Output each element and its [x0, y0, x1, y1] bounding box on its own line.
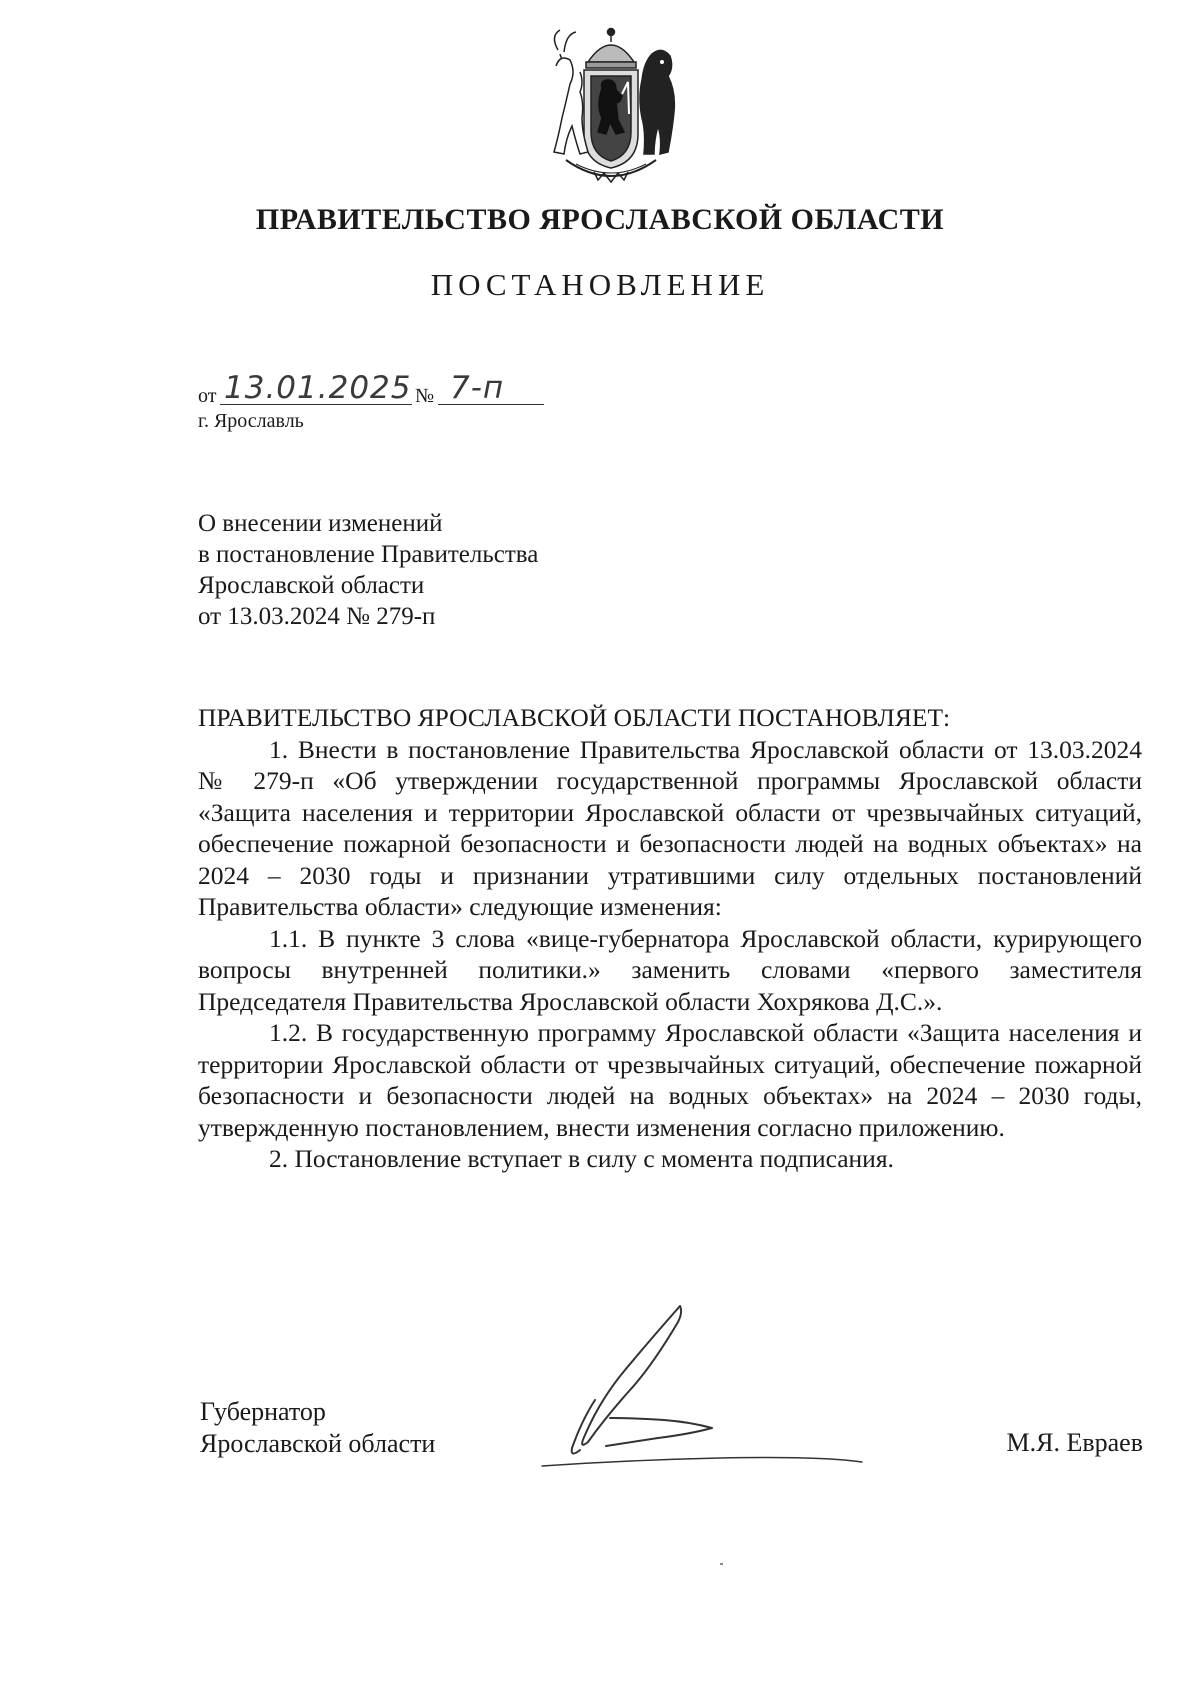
handwritten-date: 13.01.2025	[224, 370, 412, 406]
document-subject	[198, 508, 538, 632]
signatory-name: М.Я. Евраев	[1006, 1428, 1143, 1457]
preamble: ПРАВИТЕЛЬСТВО ЯРОСЛАВСКОЙ ОБЛАСТИ ПОСТАНОВЛЯЕТ:	[198, 703, 951, 732]
position-line: Губернатор	[200, 1397, 326, 1426]
date-number-line	[198, 368, 558, 408]
paragraph-1: 1. Внести в постановление Правительства Ярославской области от 13.03.2024 № 279-п «Об утверждении государственной программы Ярославской области «Защита населения и территории Ярославской области от чрезвычайных ситуаций, обеспечение пожарной безопасности и безопасности людей на водных объектах» на 2024 – 2030 годы и признании утратившими силу отдельных постановлений Правительства области» следующие изменения:	[198, 734, 1142, 921]
subject-line: Ярославской области	[198, 572, 425, 599]
position-line: Ярославской области	[200, 1429, 436, 1458]
government-title: ПРАВИТЕЛЬСТВО ЯРОСЛАВСКОЙ ОБЛАСТИ	[255, 203, 945, 236]
handwritten-signature	[540, 1300, 940, 1470]
handwritten-number: 7-п	[450, 370, 505, 406]
from-label: от	[198, 385, 217, 407]
signatory-position	[200, 1396, 435, 1460]
city: г. Ярославль	[198, 410, 304, 432]
subject-line: от 13.03.2024 № 279-п	[198, 603, 436, 630]
number-label: №	[415, 385, 435, 407]
subject-line: О внесении изменений	[198, 510, 443, 537]
paragraph-2: 2. Постановление вступает в силу с момента подписания.	[269, 1144, 894, 1173]
subject-line: в постановление Правительства	[198, 541, 539, 568]
paragraph-1-2: 1.2. В государственную программу Ярославской области «Защита населения и территории Ярославской области от чрезвычайных ситуаций, обеспечение пожарной безопасности и безопасности людей на водных объектах» на 2024 – 2030 годы, утвержденную постановлением, внести изменения согласно приложению.	[198, 1018, 1142, 1142]
coat-of-arms-icon	[536, 22, 686, 190]
document-body	[198, 702, 1142, 1175]
scan-speck	[720, 1563, 723, 1565]
paragraph-1-1: 1.1. В пункте 3 слова «вице-губернатора Ярославской области, курирующего вопросы внутренней политики.» заменить словами «первого заместителя Председателя Правительства Ярославской области Хохрякова Д.С.».	[198, 923, 1142, 1016]
document-type: ПОСТАНОВЛЕНИЕ	[430, 267, 770, 302]
